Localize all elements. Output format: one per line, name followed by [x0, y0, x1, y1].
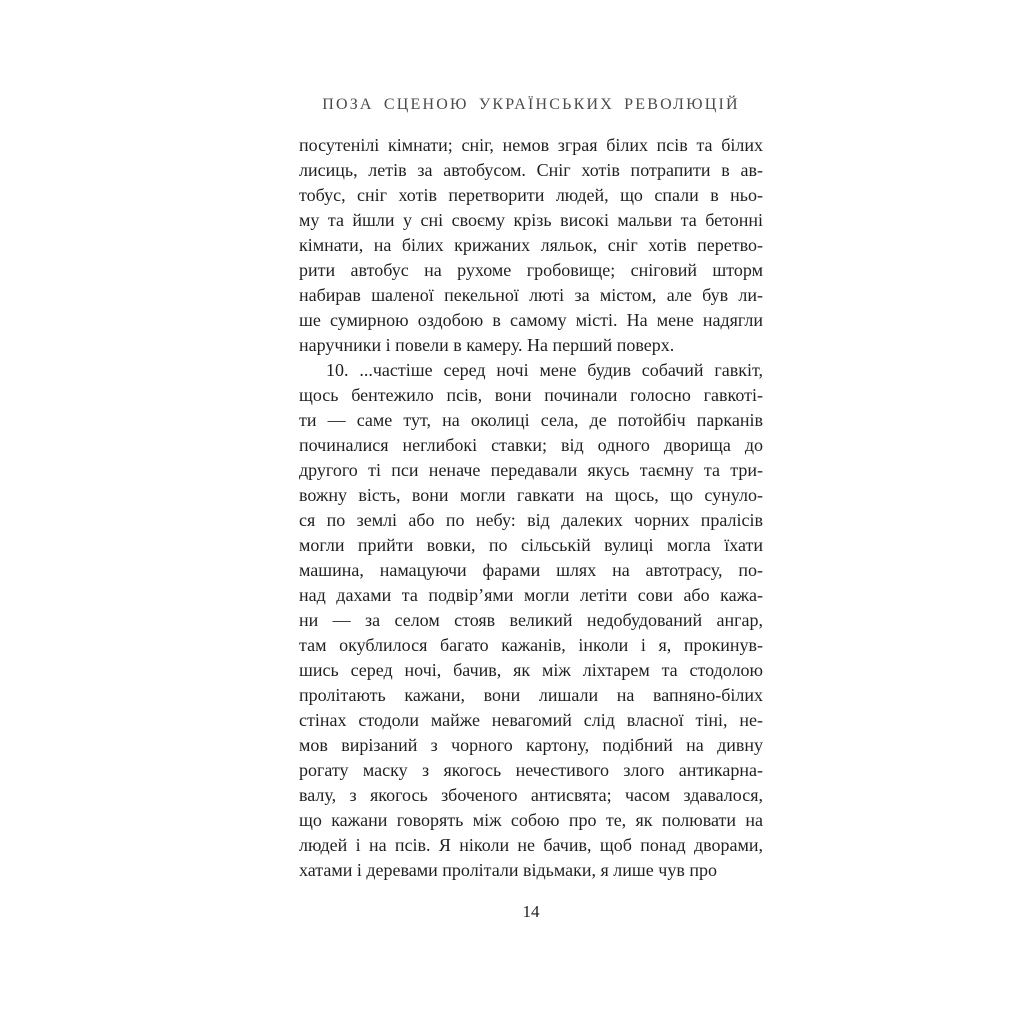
text-line: мов вирізаний з чорного картону, подібний на дивну — [299, 735, 763, 755]
text-line: посутенілі кімнати; сніг, немов зграя білих псів та білих — [299, 135, 763, 155]
text-line: ни — за селом стояв великий недобудований ангар, — [299, 610, 763, 630]
text-line: му та йшли у сні своєму крізь високі мальви та бетонні — [299, 210, 763, 230]
text-line: могли прийти вовки, по сільській вулиці могла їхати — [299, 535, 763, 555]
text-line: вожну вість, вони могли гавкати на щось, що сунуло- — [299, 485, 763, 505]
text-line: рити автобус на рухоме гробовище; сніговий шторм — [299, 260, 763, 280]
page-number: 14 — [522, 902, 540, 921]
text-line: людей і на псів. Я ніколи не бачив, щоб понад дворами, — [299, 835, 763, 855]
text-line: набирав шаленої пекельної люті за містом, але був ли- — [299, 285, 763, 305]
text-line: над дахами та подвір’ями могли летіти сови або кажа- — [299, 585, 763, 605]
text-block — [299, 133, 763, 883]
text-line: щось бентежило псів, вони починали голосно гавкоті- — [299, 385, 763, 405]
text-line: ше сумирною оздобою в самому місті. На мене надягли — [299, 310, 763, 330]
text-line: лисиць, летів за автобусом. Сніг хотів потрапити в ав- — [299, 160, 763, 180]
text-line: машина, намацуючи фарами шлях на автотрасу, по- — [299, 560, 763, 580]
text-line: ти — саме тут, на околиці села, де потойбіч парканів — [299, 410, 763, 430]
paragraph-1 — [299, 133, 763, 358]
text-line: пролітають кажани, вони лишали на вапняно-білих — [299, 685, 763, 705]
text-line: там окублилося багато кажанів, інколи і я, прокинув- — [299, 635, 763, 655]
text-line: валу, з якогось збоченого антисвята; часом здавалося, — [299, 785, 763, 805]
text-line: другого ті пси неначе передавали якусь таємну та три- — [299, 460, 763, 480]
text-line: тобус, сніг хотів перетворити людей, що спали в ньо- — [299, 185, 763, 205]
text-line: 10. ...частіше серед ночі мене будив собачий гавкіт, — [326, 360, 763, 380]
text-line: наручники і повели в камеру. На перший поверх. — [299, 335, 675, 355]
text-line: що кажани говорять між собою про те, як полювати на — [299, 810, 763, 830]
text-line: починалися неглибокі ставки; від одного дворища до — [299, 435, 763, 455]
text-line: ся по землі або по небу: від далеких чорних пралісів — [299, 510, 763, 530]
text-line: рогату маску з якогось нечестивого злого антикарна- — [299, 760, 763, 780]
paragraph-2 — [299, 358, 763, 883]
running-header: ПОЗА СЦЕНОЮ УКРАЇНСЬКИХ РЕВОЛЮЦІЙ — [322, 96, 740, 113]
text-line: шись серед ночі, бачив, як між ліхтарем та стодолою — [299, 660, 763, 680]
text-line: стінах стодоли майже невагомий слід власної тіні, не- — [299, 710, 763, 730]
text-line: хатами і деревами пролітали відьмаки, я лише чув про — [299, 860, 717, 880]
text-line: кімнати, на білих крижаних ляльок, сніг хотів перетво- — [299, 235, 763, 255]
